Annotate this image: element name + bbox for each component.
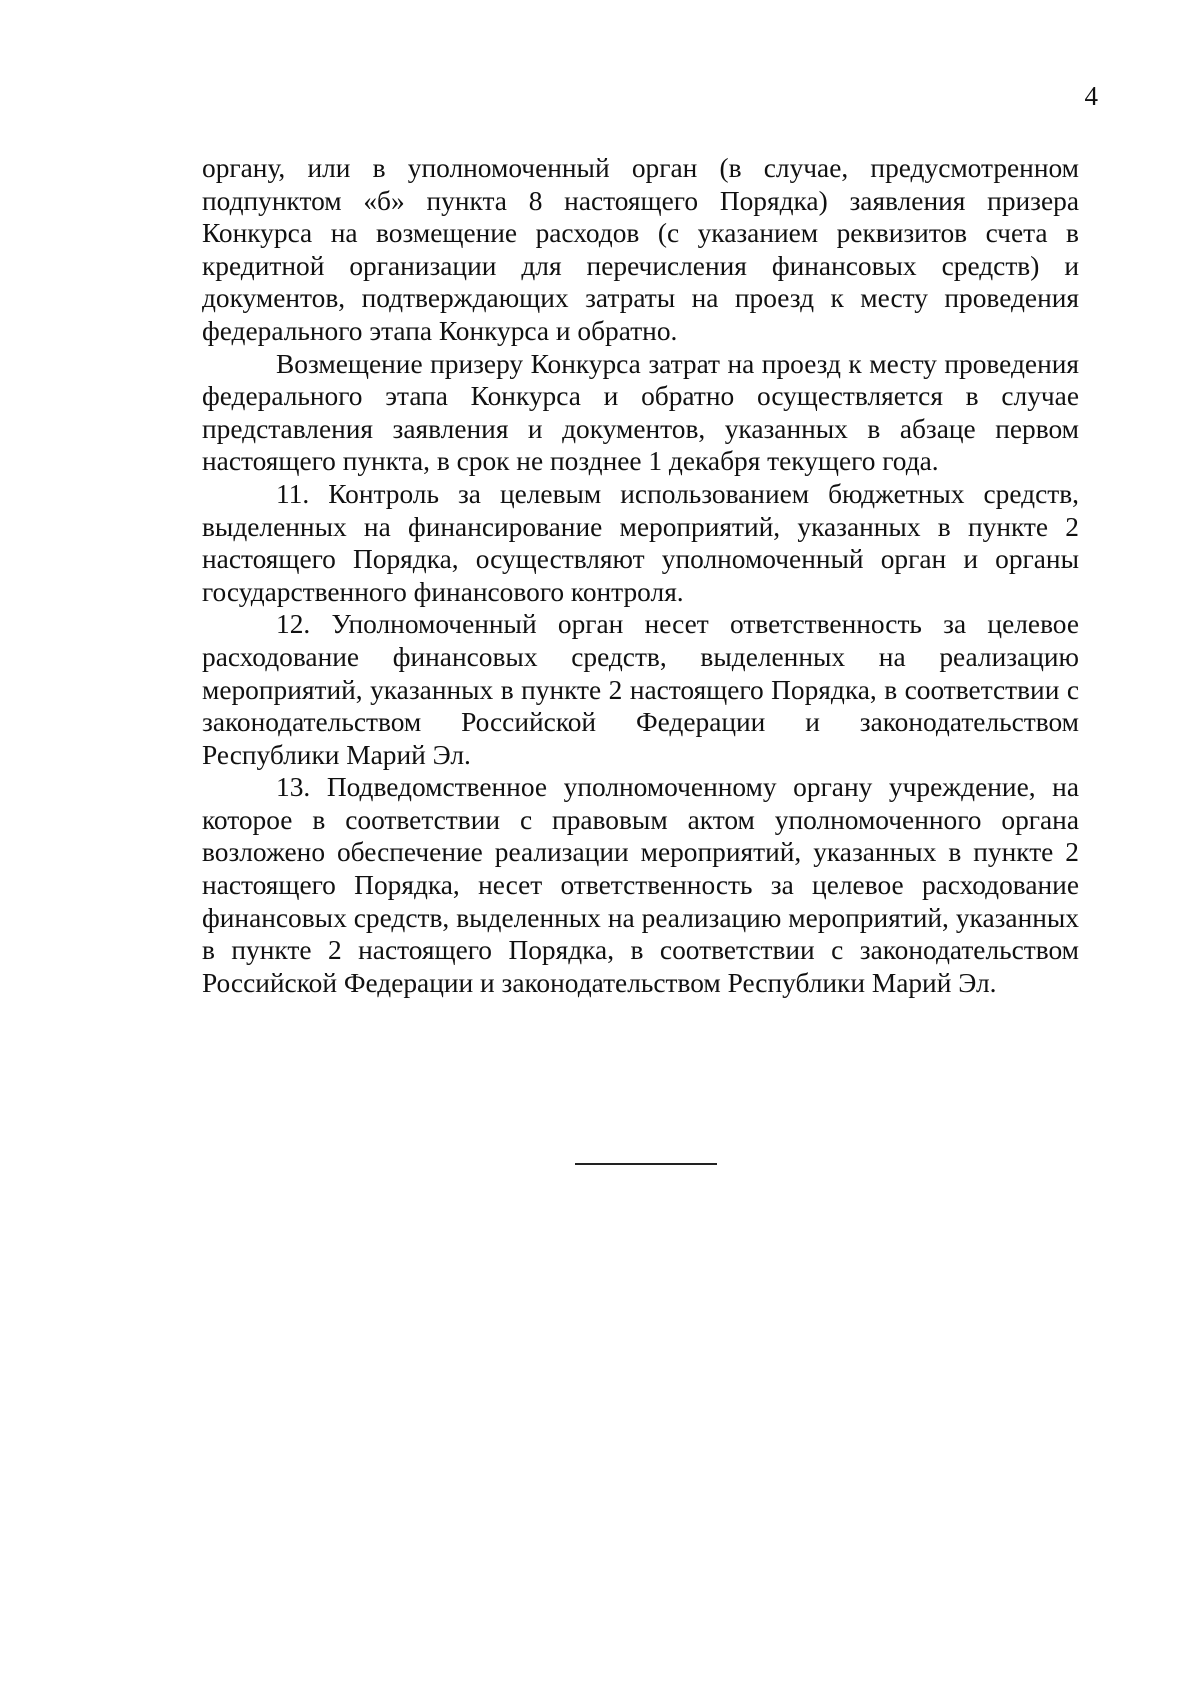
paragraph-item-13: 13. Подведомственное уполномоченному органу учреждение, на которое в соответствии с правовым актом уполномоченного органа возложено обеспечение реализации мероприятий, указанных в пункте 2 настоящего Порядка, несет ответственность за целевое расходование финансовых средств, выделенных на реализацию мероприятий, указанных в пункте 2 настоящего Порядка, в соответствии с законодательством Российской Федерации и законодательством Республики Марий Эл. [202,772,1079,998]
paragraph-continuation: органу, или в уполномоченный орган (в случае, предусмотренном подпунктом «б» пункта 8 настоящего Порядка) заявления призера Конкурса на возмещение расходов (с указанием реквизитов счета в кредитной организации для перечисления финансовых средств) и документов, подтверждающих затраты на проезд к месту проведения федерального этапа Конкурса и обратно. [202,153,1079,346]
paragraph-item-11: 11. Контроль за целевым использованием бюджетных средств, выделенных на финансирование мероприятий, указанных в пункте 2 настоящего Порядка, осуществляют уполномоченный орган и органы государственного финансового контроля. [202,478,1079,607]
page-number: 4 [1084,81,1098,111]
paragraph-item-12: 12. Уполномоченный орган несет ответственность за целевое расходование финансовых средств, выделенных на реализацию мероприятий, указанных в пункте 2 настоящего Порядка, в соответствии с законодательством Российской Федерации и законодательством Республики Марий Эл. [202,609,1079,770]
document-body [202,152,1079,999]
paragraph-reimbursement: Возмещение призеру Конкурса затрат на проезд к месту проведения федерального этапа Конкурса и обратно осуществляется в случае представления заявления и документов, указанных в абзаце первом настоящего пункта, в срок не позднее 1 декабря текущего года. [202,348,1079,477]
closing-divider [575,1163,717,1165]
